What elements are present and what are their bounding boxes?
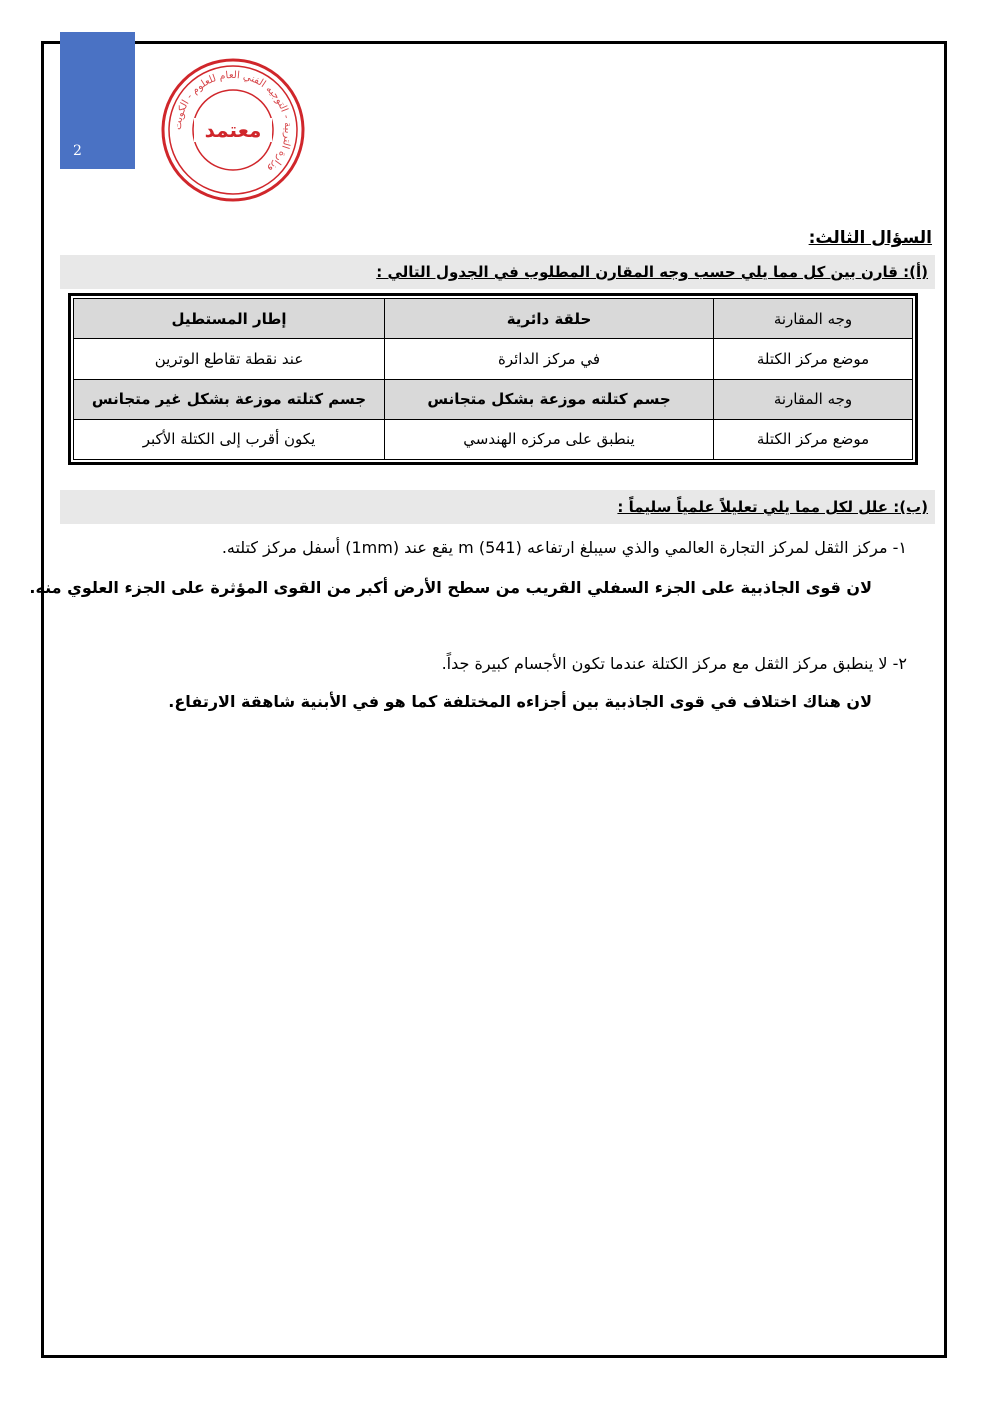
part-b-instruction: (ب): علل لكل مما يلي تعليلاً علمياً سليماً : <box>60 490 935 524</box>
table-cell: وجه المقارنة <box>714 299 913 339</box>
table-cell: في مركز الدائرة <box>385 339 714 379</box>
table-cell: جسم كتلته موزعة بشكل متجانس <box>385 379 714 419</box>
answer-2: لان هناك اختلاف في قوى الجاذبية بين أجزاءه المختلفة كما هو في الأبنية شاهقة الارتفاع. <box>168 692 872 711</box>
table-cell: إطار المستطيل <box>74 299 385 339</box>
approval-stamp <box>158 55 308 205</box>
table-cell: موضع مركز الكتلة <box>714 419 913 459</box>
stamp-ring-text: وزارة التربية - التوجيه الفني العام للعلوم - الكويت <box>172 69 294 175</box>
section-title: السؤال الثالث: <box>808 228 932 248</box>
table-cell: موضع مركز الكتلة <box>714 339 913 379</box>
comparison-table <box>68 293 918 465</box>
table-row <box>74 379 913 419</box>
question-2: ٢- لا ينطبق مركز الثقل مع مركز الكتلة عندما تكون الأجسام كبيرة جداً. <box>441 654 907 673</box>
table-row <box>74 339 913 379</box>
table-cell: عند نقطة تقاطع الوترين <box>74 339 385 379</box>
question-1: ١- مركز الثقل لمركز التجارة العالمي والذي سيبلغ ارتفاعه m (541) يقع عند (1mm) أسفل مركز كتلته. <box>221 538 907 557</box>
part-a-instruction: (أ): قارن بين كل مما يلي حسب وجه المقارن المطلوب في الجدول التالي : <box>60 255 935 289</box>
table-cell: وجه المقارنة <box>714 379 913 419</box>
table-row <box>74 419 913 459</box>
page-number: 2 <box>73 143 82 159</box>
table-cell: حلقة دائرية <box>385 299 714 339</box>
table-cell: يكون أقرب إلى الكتلة الأكبر <box>74 419 385 459</box>
table-cell: ينطبق على مركزه الهندسي <box>385 419 714 459</box>
table-cell: جسم كتلته موزعة بشكل غير متجانس <box>74 379 385 419</box>
table-row <box>74 299 913 339</box>
page-number-tab <box>60 32 135 169</box>
answer-1: لان قوى الجاذبية على الجزء السفلي القريب من سطح الأرض أكبر من القوى المؤثرة على الجزء العلوي منه. <box>29 578 872 597</box>
stamp-word: معتمد <box>204 118 262 142</box>
